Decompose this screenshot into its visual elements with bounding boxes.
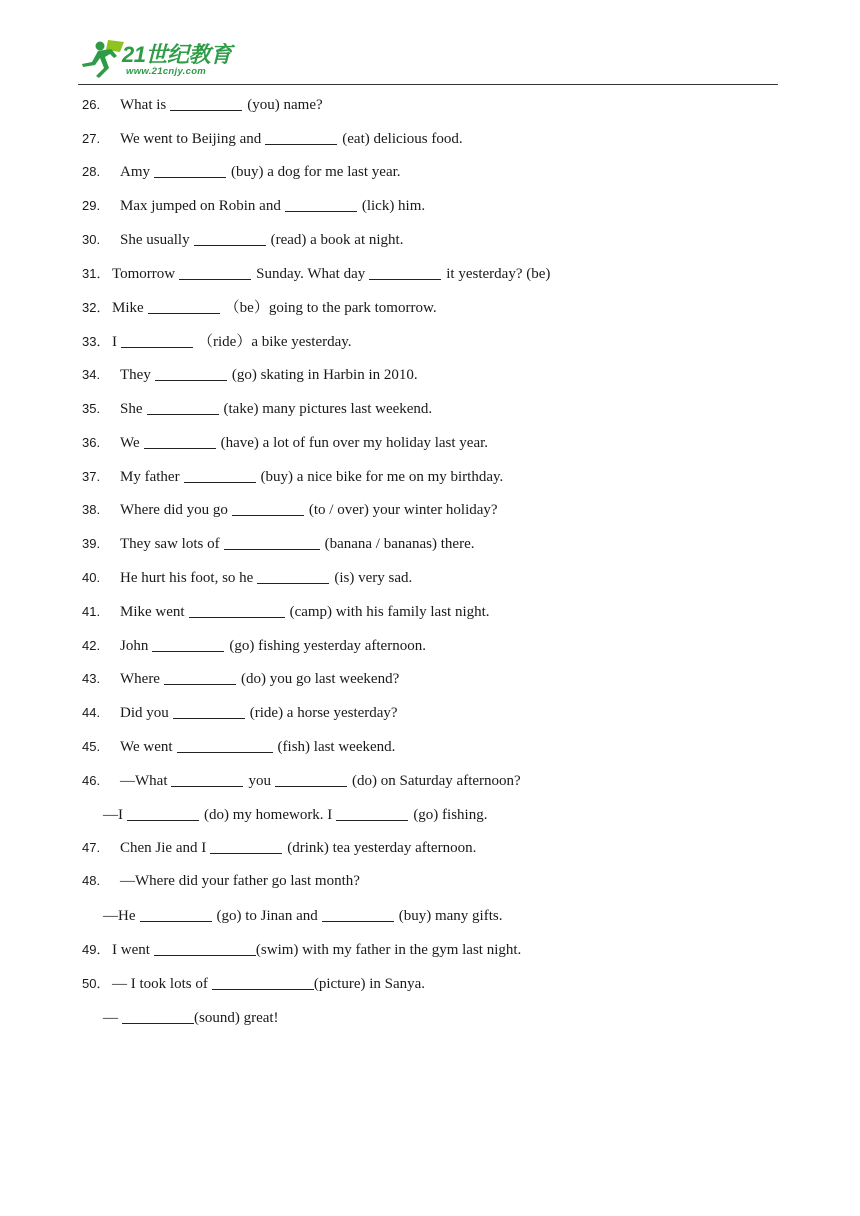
answer-blank[interactable] xyxy=(336,805,408,821)
question-number: 31． xyxy=(82,266,110,281)
question-text: Chen Jie and I xyxy=(120,840,207,856)
question-34 xyxy=(82,363,418,385)
question-50-reply xyxy=(103,1006,279,1028)
question-35 xyxy=(82,397,432,419)
question-text: (drink) tea yesterday afternoon. xyxy=(287,840,477,856)
question-number: 33． xyxy=(82,334,110,349)
question-number: 38. xyxy=(82,502,101,517)
question-text: (buy) a dog for me last year. xyxy=(231,164,401,180)
question-text: (sound) great! xyxy=(194,1010,279,1026)
answer-blank[interactable] xyxy=(257,568,329,584)
question-29 xyxy=(82,194,425,216)
question-text: John xyxy=(120,638,149,654)
question-number: 32． xyxy=(82,300,110,315)
question-text: Did you xyxy=(120,705,169,721)
question-40 xyxy=(82,566,412,588)
question-number: 40. xyxy=(82,570,101,585)
question-number: 39. xyxy=(82,536,101,551)
answer-blank[interactable] xyxy=(140,906,212,922)
question-48 xyxy=(82,870,360,892)
question-number: 41. xyxy=(82,604,101,619)
question-text: —Where did your father go last month? xyxy=(120,873,360,889)
question-text: (do) my homework. I xyxy=(204,807,333,823)
answer-blank[interactable] xyxy=(212,974,314,990)
answer-blank[interactable] xyxy=(127,805,199,821)
question-number: 46. xyxy=(82,773,101,788)
question-45 xyxy=(82,735,395,757)
question-text: Where xyxy=(120,671,160,687)
answer-blank[interactable] xyxy=(147,399,219,415)
question-37 xyxy=(82,465,503,487)
question-text: (go) to Jinan and xyxy=(216,908,318,924)
answer-blank[interactable] xyxy=(232,500,304,516)
header-rule xyxy=(78,84,778,85)
question-text: it yesterday? (be) xyxy=(446,266,551,282)
question-50 xyxy=(82,972,425,994)
question-text: — xyxy=(103,1010,118,1026)
question-27 xyxy=(82,127,463,149)
question-47 xyxy=(82,836,476,858)
question-text: (buy) a nice bike for me on my birthday. xyxy=(260,469,504,485)
question-text: We went to Beijing and xyxy=(120,131,262,147)
question-text: (fish) last weekend. xyxy=(277,739,396,755)
question-text: Amy xyxy=(120,164,150,180)
answer-blank[interactable] xyxy=(170,95,242,111)
question-text: Sunday. What day xyxy=(256,266,366,282)
question-38 xyxy=(82,498,498,520)
question-26 xyxy=(82,93,323,115)
question-text: (take) many pictures last weekend. xyxy=(223,401,433,417)
question-number: 44. xyxy=(82,705,101,720)
question-text: (have) a lot of fun over my holiday last year. xyxy=(220,435,489,451)
answer-blank[interactable] xyxy=(121,332,193,348)
question-number: 47. xyxy=(82,840,101,855)
question-text: Mike xyxy=(112,300,144,316)
question-text: Mike went xyxy=(120,604,185,620)
question-text: (banana / bananas) there. xyxy=(324,536,475,552)
question-text: (to / over) your winter holiday? xyxy=(308,502,498,518)
answer-blank[interactable] xyxy=(179,264,251,280)
question-text: —I xyxy=(103,807,123,823)
question-text: (swim) with my father in the gym last night. xyxy=(255,942,522,958)
question-text: They saw lots of xyxy=(120,536,220,552)
answer-blank[interactable] xyxy=(265,129,337,145)
question-text: (lick) him. xyxy=(361,198,426,214)
question-number: 30. xyxy=(82,232,101,247)
question-text: (eat) delicious food. xyxy=(342,131,463,147)
question-text: Where did you go xyxy=(120,502,228,518)
answer-blank[interactable] xyxy=(152,636,224,652)
question-text: We xyxy=(120,435,140,451)
question-text: you xyxy=(248,773,271,789)
answer-blank[interactable] xyxy=(177,737,273,753)
question-text: —He xyxy=(103,908,136,924)
answer-blank[interactable] xyxy=(164,669,236,685)
logo-url: www.21cnjy.com xyxy=(126,66,207,77)
runner-logo-icon xyxy=(78,38,128,80)
answer-blank[interactable] xyxy=(173,703,245,719)
question-text: She usually xyxy=(120,232,190,248)
question-31 xyxy=(82,262,550,284)
answer-blank[interactable] xyxy=(322,906,394,922)
question-number: 43. xyxy=(82,671,101,686)
question-text: (you) name? xyxy=(247,97,323,113)
question-text: (ride) a horse yesterday? xyxy=(249,705,398,721)
question-46-reply xyxy=(103,803,487,825)
answer-blank[interactable] xyxy=(122,1008,194,1024)
question-text: (go) skating in Harbin in 2010. xyxy=(231,367,418,383)
question-30 xyxy=(82,228,403,250)
answer-blank[interactable] xyxy=(154,940,256,956)
question-text: （be）going to the park tomorrow. xyxy=(224,300,437,316)
question-42 xyxy=(82,634,426,656)
answer-blank[interactable] xyxy=(275,771,347,787)
answer-blank[interactable] xyxy=(148,298,220,314)
question-number: 42. xyxy=(82,638,101,653)
question-28 xyxy=(82,160,401,182)
logo xyxy=(78,36,253,82)
question-text: They xyxy=(120,367,151,383)
question-text: (buy) many gifts. xyxy=(398,908,503,924)
question-46 xyxy=(82,769,521,791)
answer-blank[interactable] xyxy=(189,602,285,618)
question-number: 49． xyxy=(82,942,110,957)
question-text: （ride）a bike yesterday. xyxy=(198,334,352,350)
question-33 xyxy=(82,330,352,352)
question-text: What is xyxy=(120,97,167,113)
question-number: 48. xyxy=(82,873,101,888)
question-text: — I took lots of xyxy=(112,976,208,992)
question-48-reply xyxy=(103,904,502,926)
question-text: She xyxy=(120,401,143,417)
question-text: He hurt his foot, so he xyxy=(120,570,254,586)
question-text: I went xyxy=(112,942,150,958)
question-text: (do) you go last weekend? xyxy=(240,671,400,687)
answer-blank[interactable] xyxy=(171,771,243,787)
question-number: 36. xyxy=(82,435,101,450)
answer-blank[interactable] xyxy=(224,534,320,550)
question-number: 29. xyxy=(82,198,101,213)
question-text: —What xyxy=(120,773,168,789)
question-text: (camp) with his family last night. xyxy=(289,604,490,620)
logo-text: 21世纪教育 xyxy=(122,42,232,67)
question-text: I xyxy=(112,334,117,350)
question-text: (go) fishing yesterday afternoon. xyxy=(229,638,426,654)
question-number: 27. xyxy=(82,131,101,146)
question-39 xyxy=(82,532,475,554)
question-text: (read) a book at night. xyxy=(270,232,404,248)
question-number: 28. xyxy=(82,164,101,179)
question-text: Max jumped on Robin and xyxy=(120,198,281,214)
question-number: 34. xyxy=(82,367,101,382)
question-32 xyxy=(82,296,437,318)
answer-blank[interactable] xyxy=(144,433,216,449)
answer-blank[interactable] xyxy=(210,838,282,854)
question-text: (is) very sad. xyxy=(334,570,413,586)
question-text: (do) on Saturday afternoon? xyxy=(351,773,521,789)
question-number: 35. xyxy=(82,401,101,416)
answer-blank[interactable] xyxy=(184,467,256,483)
question-number: 26. xyxy=(82,97,101,112)
answer-blank[interactable] xyxy=(369,264,441,280)
question-41 xyxy=(82,600,490,622)
answer-blank[interactable] xyxy=(155,365,227,381)
question-number: 37. xyxy=(82,469,101,484)
question-text: My father xyxy=(120,469,180,485)
question-49 xyxy=(82,938,521,960)
answer-blank[interactable] xyxy=(154,162,226,178)
question-number: 50． xyxy=(82,976,110,991)
question-text: (picture) in Sanya. xyxy=(313,976,426,992)
question-text: (go) fishing. xyxy=(413,807,488,823)
question-text: We went xyxy=(120,739,173,755)
question-44 xyxy=(82,701,398,723)
question-36 xyxy=(82,431,488,453)
answer-blank[interactable] xyxy=(285,196,357,212)
answer-blank[interactable] xyxy=(194,230,266,246)
page-header xyxy=(78,36,778,86)
question-number: 45. xyxy=(82,739,101,754)
question-43 xyxy=(82,667,399,689)
question-text: Tomorrow xyxy=(112,266,176,282)
